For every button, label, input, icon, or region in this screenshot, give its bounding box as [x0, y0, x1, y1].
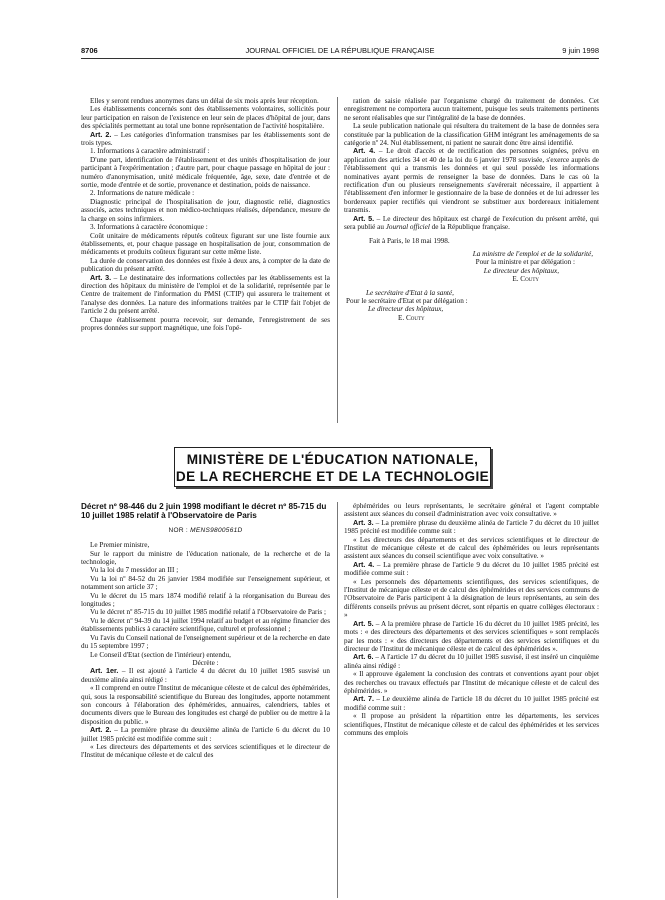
article-number: Art. 3. — [353, 517, 374, 527]
decree-article: Art. 5. – A la première phrase de l'article 16 du décret du 10 juillet 1985 précité, les mots : « des directeurs des départements et des services scientifiques » sont remplacés par les mots : « des directeurs des départements et des services scientifiques et du directeur de l'Institut de mécanique céleste et de calcul des éphémérides ». — [344, 618, 599, 653]
ministry-heading-box — [174, 447, 491, 487]
arrete-paragraph: ration de saisie réalisée par l'organisme chargé du traitement de données. Cet enregistrement ne comportera aucun traitement, puisque les seuls traitements pertinents ne seront réalisables que sur l'intégralité de la base de données. — [344, 97, 599, 122]
decree-paragraph: Le Conseil d'Etat (section de l'intérieur) entendu, — [90, 650, 231, 659]
decree-article: Art. 7. – Le deuxième alinéa de l'article 18 du décret du 10 juillet 1985 précité est modifié comme suit : — [344, 694, 599, 712]
nor-reference: NOR : MENS9800561D — [168, 526, 243, 534]
decree-paragraph: « Il comprend en outre l'Institut de mécanique céleste et de calcul des éphémérides, qui, sous la responsabilité scientifique du Bureau des longitudes, apporte notamment son concours à l'élaboration des éphémérides, annuaires, calendriers, tables et documents divers que le Bureau des longitudes est chargé de publier ou de mettre à la disposition du public. » — [81, 684, 330, 726]
article-number: Art. 3. — [90, 272, 112, 282]
decree-paragraph: Vu le décret nº 94-39 du 14 juillet 1994 relatif au budget et au régime financier des établissements publics à caractère scientifique, culturel et professionnel ; — [81, 616, 330, 634]
arrete-column-left — [81, 97, 330, 423]
signature-name: E. Couty — [512, 275, 539, 284]
signature-title-2: Le secrétaire d'Etat à la santé, — [366, 288, 454, 297]
decree-column-right — [344, 502, 599, 898]
decree-paragraph: Vu le décret du 15 mars 1874 modifié relatif à la réorganisation du Bureau des longitudes ; — [81, 591, 330, 609]
arrete-paragraph: Les établissements concernés sont des établissements volontaires, sollicités pour leur participation en raison de l'existence en leur sein de places d'hôpital de jour, dans des spécialités permettant au total une bonne représentation de l'activité hospitalière. — [81, 105, 330, 131]
decree-article: Art. 6. – A l'article 17 du décret du 10 juillet 1985 susvisé, il est inséré un cinquième alinéa ainsi rédigé : — [344, 652, 599, 670]
signature-delegation: Pour la ministre et par délégation : — [475, 258, 575, 267]
decree-paragraph: Vu le décret nº 85-715 du 10 juillet 1985 modifié relatif à l'Observatoire de Paris ; — [90, 608, 327, 617]
arrete-paragraph: Chaque établissement pourra recevoir, sur demande, l'enregistrement de ses propres données sur support magnétique, une fois l'opé- — [81, 315, 330, 332]
article-number: Art. 6. — [353, 652, 374, 662]
page-number: 8706 — [81, 46, 98, 55]
decree-column-left — [81, 502, 330, 898]
decree-decree-formula: Décrète : — [192, 658, 219, 667]
arrete-article: Art. 4. – Le droit d'accès et de rectification des personnes soignées, prévu en application des articles 34 et 40 de la loi du 6 janvier 1978 susvisée, s'exerce auprès de l'établissement qui a transmis les données et qui seul possède les informations nominatives ayant permis de renseigner la base de données. Dans le cas où la rectification d'un ou plusieurs renseignements s'avérerait nécessaire, il appartient à l'établissement d'en informer le gestionnaire de la base de données et de lui adresser les bordereaux papier rectifiés qui viendront se substituer aux bordereaux initialement transmis. — [344, 146, 599, 215]
decree-paragraph: « Les personnels des départements scientifiques, des services scientifiques, de l'Institut de mécanique céleste et de calcul des éphémérides et des services communs de l'Observatoire de Paris participent à la désignation de leurs représentants, au sein des différents conseils prévus au présent décret, sont répartis en quatre collèges électoraux : » — [344, 577, 599, 620]
column-divider-2 — [337, 502, 338, 898]
arrete-paragraph: La seule publication nationale qui résultera du traitement de la base de données sera constituée par la publication de la classification GHM intégrant les aménagements de sa catégorie nº 24. Nul établissement, ni patient ne saurait donc être ainsi identifié. — [344, 122, 599, 148]
ministry-heading-line2: DE LA RECHERCHE ET DE LA TECHNOLOGIE — [175, 469, 490, 484]
article-number: Art. 2. — [90, 725, 112, 735]
decree-paragraph: « Les directeurs des départements et des services scientifiques et le directeur de l'Institut de mécanique céleste et de calcul des — [81, 742, 330, 760]
decree-paragraph: « Il approuve également la conclusion des contrats et conventions ayant pour objet des recherches ou travaux effectués par l'Institut de mécanique céleste et de calcul des éphémérides. » — [344, 670, 599, 695]
article-number: Art. 4. — [353, 146, 376, 156]
header-rule — [81, 58, 599, 59]
decree-article: Art. 1er. – Il est ajouté à l'article 4 du décret du 10 juillet 1985 susvisé un deuxième alinéa ainsi rédigé : — [81, 666, 330, 684]
decree-paragraph: éphémérides ou leurs représentants, le secrétaire général et l'agent comptable assistent aux séances du conseil d'administration avec voix consultative. » — [344, 502, 599, 519]
article-number: Art. 5. — [353, 618, 374, 628]
arrete-paragraph: 3. Informations à caractère économique : — [90, 223, 208, 232]
signature-role: Le directeur des hôpitaux, — [483, 266, 559, 275]
signature-delegation-2: Pour le secrétaire d'Etat et par délégation : — [346, 296, 468, 305]
decree-paragraph: Vu la loi du 7 messidor an III ; — [90, 566, 179, 575]
signature-name-2: E. Couty — [398, 313, 425, 322]
decree-paragraph: Sur le rapport du ministre de l'éducation nationale, de la recherche et de la technologie, — [81, 549, 330, 567]
arrete-paragraph: Coût unitaire de médicaments réputés coûteux figurant sur une liste fournie aux établissements, et, pour chaque passage en hospitalisation de jour, consommation de médicaments et produits coûteux figurant sur cette même liste. — [81, 231, 330, 257]
decree-paragraph: Vu l'avis du Conseil national de l'enseignement supérieur et de la recherche en date du 15 septembre 1997 ; — [81, 633, 330, 651]
arrete-paragraph: 2. Informations de nature médicale : — [90, 189, 195, 198]
ministry-heading-line1: MINISTÈRE DE L'ÉDUCATION NATIONALE, — [186, 452, 479, 467]
decree-paragraph: « Les directeurs des départements et des services scientifiques et le directeur de l'Institut de mécanique céleste et de calcul des éphémérides ou leurs représentants assistent aux séances du conseil scientifique avec voix consultative. » — [344, 535, 599, 561]
arrete-article: Art. 5. – Le directeur des hôpitaux est chargé de l'exécution du présent arrêté, qui sera publié au Journal officiel de la République française. — [344, 213, 599, 232]
issue-date: 9 juin 1998 — [562, 46, 599, 55]
decree-article: Art. 4. – La première phrase de l'article 9 du décret du 10 juillet 1985 précité est modifiée comme suit : — [344, 559, 599, 578]
decree-article: Art. 2. – La première phrase du deuxième alinéa de l'article 6 du décret du 10 juillet 1985 précité est modifiée comme suit : — [81, 725, 330, 743]
article-number: Art. 2. — [90, 129, 112, 139]
article-number: Art. 4. — [353, 559, 375, 569]
signature-role-2: Le directeur des hôpitaux, — [368, 305, 444, 314]
arrete-column-right — [344, 97, 599, 423]
closing-line: Fait à Paris, le 18 mai 1998. — [369, 236, 450, 245]
decree-paragraph: Le Premier ministre, — [90, 541, 150, 550]
page-header — [81, 44, 599, 58]
arrete-paragraph: D'une part, identification de l'établissement et des unités d'hospitalisation de jour participant à l'expérimentation ; d'autre part, pour chaque passage en hôpital de jour : numéro d'anonymisation, unité médicale fréquentée, âge, sexe, date d'entrée et de sortie, mode d'entrée et de sortie, provenance et destination, poids de naissance. — [81, 155, 330, 190]
arrete-article: Art. 2. – Les catégories d'information transmises par les établissements sont de trois types. — [81, 129, 330, 148]
decree-paragraph: Vu la loi nº 84-52 du 26 janvier 1984 modifiée sur l'enseignement supérieur, et notamment son article 37 ; — [81, 574, 330, 592]
journal-title: JOURNAL OFFICIEL DE LA RÉPUBLIQUE FRANÇAISE — [245, 46, 435, 55]
decree-title: Décret nº 98-446 du 2 juin 1998 modifiant le décret nº 85-715 du 10 juillet 1985 relatif à l'Observatoire de Paris — [81, 502, 327, 521]
arrete-paragraph: Diagnostic principal de l'hospitalisation de jour, diagnostic relié, diagnostics associés, actes techniques et non médico-techniques réalisés, dépendance, mesure de la charge en soins infirmiers. — [81, 197, 330, 223]
decree-article: Art. 3. – La première phrase du deuxième alinéa de l'article 7 du décret du 10 juillet 1985 précité est modifiée comme suit : — [344, 517, 599, 536]
column-divider — [337, 97, 338, 423]
arrete-paragraph: 1. Informations à caractère administratif : — [90, 147, 210, 156]
article-number: Art. 7. — [353, 694, 374, 704]
arrete-article: Art. 3. – Le destinataire des informations collectées par les établissements est la direction des hôpitaux du ministère de l'emploi et de la solidarité, représentée par le Centre de traitement de l'information du PMSI (CTIP) qui assurera le traitement et l'analyse des données. La nature des informations traitées par le CTIP fait l'objet de l'article 2 du présent arrêté. — [81, 272, 330, 316]
decree-paragraph: « Il propose au président la répartition entre les départements, les services scientifiques, l'Institut de mécanique céleste et de calcul des éphémérides et les services communs des emplois — [344, 712, 599, 737]
signature-title: La ministre de l'emploi et de la solidarité, — [472, 249, 593, 258]
article-number: Art. 1er. — [90, 666, 119, 676]
arrete-paragraph: Elles y seront rendues anonymes dans un délai de six mois après leur réception. — [90, 97, 319, 105]
arrete-paragraph: La durée de conservation des données est fixée à deux ans, à compter de la date de publication du présent arrêté. — [81, 256, 330, 274]
article-number: Art. 5. — [353, 213, 375, 223]
